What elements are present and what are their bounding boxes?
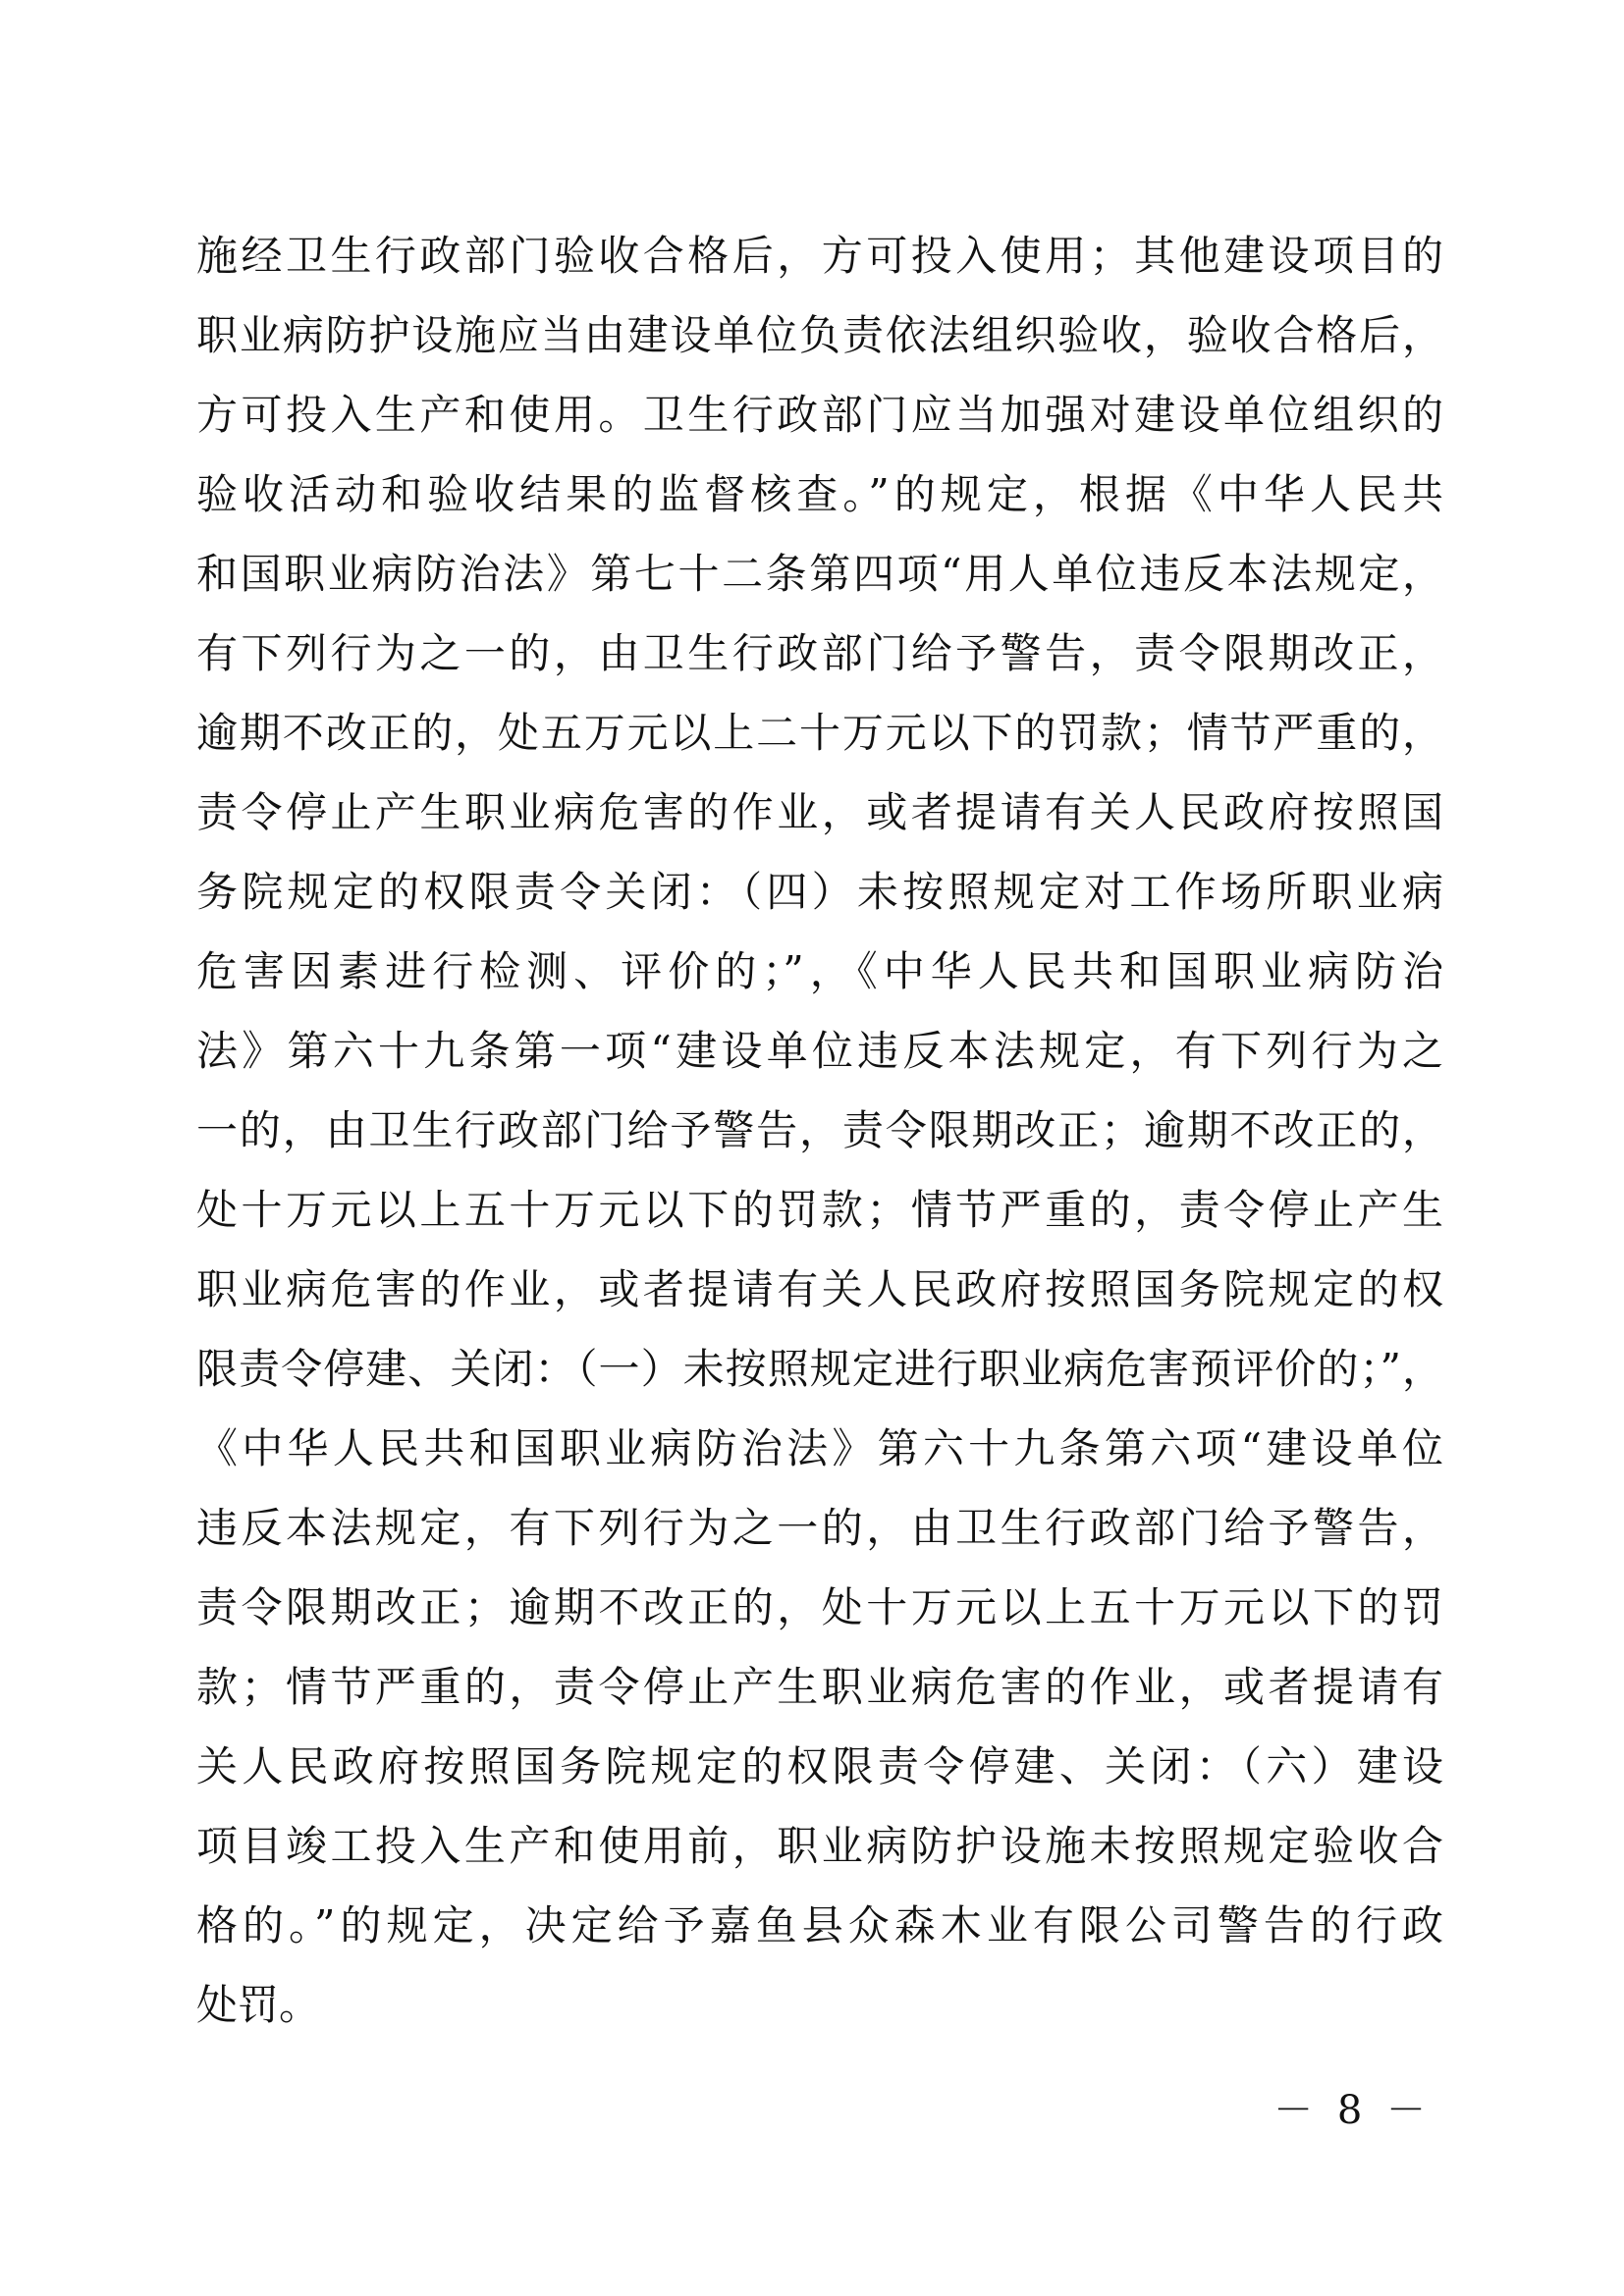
- text-line: 一的，由卫生行政部门给予警告，责令限期改正；逾期不改正的，: [196, 1106, 1443, 1154]
- text-line: 责令限期改正；逾期不改正的，处十万元以上五十万元以下的罚: [196, 1583, 1443, 1631]
- text-line: 责令停止产生职业病危害的作业，或者提请有关人民政府按照国: [196, 788, 1443, 836]
- text-line: 限责令停建、关闭：（一）未按照规定进行职业病危害预评价的；”，: [196, 1345, 1443, 1393]
- text-line: 职业病危害的作业，或者提请有关人民政府按照国务院规定的权: [196, 1265, 1443, 1313]
- text-line: 格的。”的规定，决定给予嘉鱼县众森木业有限公司警告的行政: [196, 1901, 1443, 1949]
- text-line: 职业病防护设施应当由建设单位负责依法组织验收，验收合格后，: [196, 311, 1443, 359]
- page-number: － 8 －: [1273, 2088, 1432, 2133]
- text-line: 验收活动和验收结果的监督核查。”的规定，根据《中华人民共: [196, 470, 1443, 518]
- text-line-last: 处罚。: [196, 1981, 321, 2029]
- body-paragraph: [196, 216, 1443, 2045]
- text-line: 施经卫生行政部门验收合格后，方可投入使用；其他建设项目的: [196, 232, 1443, 280]
- text-line: 逾期不改正的，处五万元以上二十万元以下的罚款；情节严重的，: [196, 709, 1443, 757]
- text-line: 项目竣工投入生产和使用前，职业病防护设施未按照规定验收合: [196, 1822, 1443, 1870]
- text-line: 务院规定的权限责令关闭：（四）未按照规定对工作场所职业病: [196, 868, 1443, 916]
- text-line: 危害因素进行检测、评价的；”，《中华人民共和国职业病防治: [196, 947, 1443, 995]
- text-line: 《中华人民共和国职业病防治法》第六十九条第六项“建设单位: [196, 1424, 1443, 1472]
- text-line: 款；情节严重的，责令停止产生职业病危害的作业，或者提请有: [196, 1663, 1443, 1711]
- text-line: 方可投入生产和使用。卫生行政部门应当加强对建设单位组织的: [196, 391, 1443, 439]
- text-line: 和国职业病防治法》第七十二条第四项“用人单位违反本法规定，: [196, 550, 1443, 598]
- text-line: 处十万元以上五十万元以下的罚款；情节严重的，责令停止产生: [196, 1186, 1443, 1234]
- text-line: 有下列行为之一的，由卫生行政部门给予警告，责令限期改正，: [196, 629, 1443, 677]
- text-line: 违反本法规定，有下列行为之一的，由卫生行政部门给予警告，: [196, 1504, 1443, 1552]
- text-line: 法》第六十九条第一项“建设单位违反本法规定，有下列行为之: [196, 1027, 1443, 1075]
- text-line: 关人民政府按照国务院规定的权限责令停建、关闭：（六）建设: [196, 1742, 1443, 1790]
